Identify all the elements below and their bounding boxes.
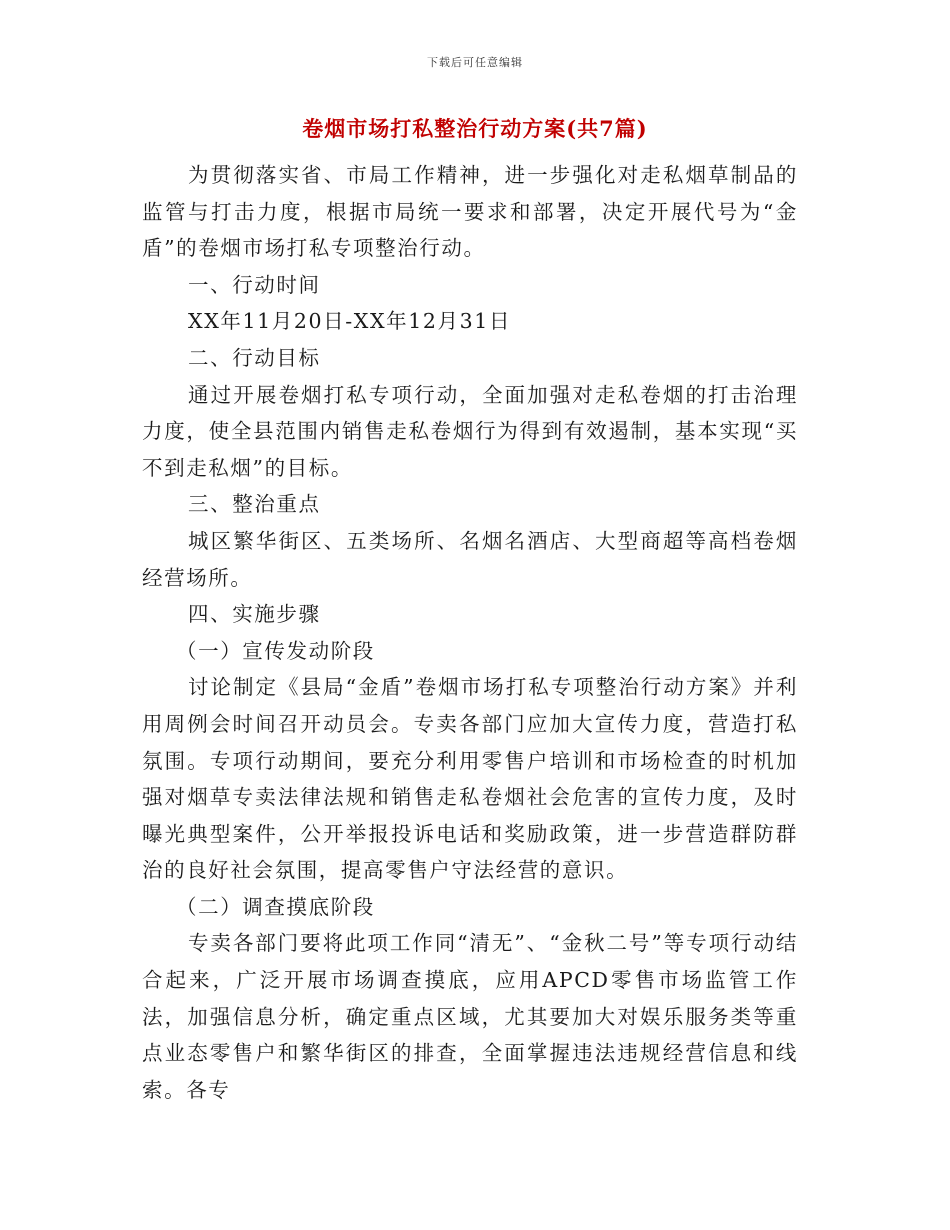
publicity-stage-paragraph: 讨论制定《县局“金盾”卷烟市场打私专项整治行动方案》并利用周例会时间召开动员会。专卖各部门应加大宣传力度，营造打私氛围。专项行动期间，要充分利用零售户培训和市场检查的时机加强对烟草专卖法律法规和销售走私卷烟社会危害的宣传力度，及时曝光典型案件，公开举报投诉电话和奖励政策，进一步营造群防群治的良好社会氛围，提高零售户守法经营的意识。: [142, 675, 798, 883]
document-body: [142, 157, 798, 1108]
section-heading-steps: 四、实施步骤: [188, 602, 321, 627]
section-heading-action-goal: 二、行动目标: [188, 345, 321, 370]
key-targets-paragraph: 城区繁华街区、五类场所、名烟名酒店、大型商超等高档卷烟经营场所。: [142, 528, 798, 590]
section-heading-action-time: 一、行动时间: [188, 272, 321, 297]
intro-paragraph: 为贯彻落实省、市局工作精神，进一步强化对走私烟草制品的监管与打击力度，根据市局统一要求和部署，决定开展代号为“金盾”的卷烟市场打私专项整治行动。: [142, 163, 798, 261]
header-note: 下载后可任意编辑: [427, 56, 523, 69]
subheading-publicity-stage: （一）宣传发动阶段: [176, 638, 375, 663]
survey-stage-paragraph: 专卖各部门要将此项工作同“清无”、“金秋二号”等专项行动结合起来，广泛开展市场调查摸底，应用APCD零售市场监管工作法，加强信息分析，确定重点区域，尤其要加大对娱乐服务类等重点业态零售户和繁华街区的排查，全面掌握违法违规经营信息和线索。各专: [142, 931, 798, 1102]
section-heading-key-targets: 三、整治重点: [188, 492, 321, 517]
action-goal-paragraph: 通过开展卷烟打私专项行动，全面加强对走私卷烟的打击治理力度，使全县范围内销售走私卷烟行为得到有效遏制，基本实现“买不到走私烟”的目标。: [142, 382, 798, 480]
document-title: 卷烟市场打私整治行动方案(共7篇): [302, 116, 648, 141]
subheading-survey-stage: （二）调查摸底阶段: [176, 894, 375, 919]
action-time-range: XX年11月20日-XX年12月31日: [188, 309, 512, 334]
